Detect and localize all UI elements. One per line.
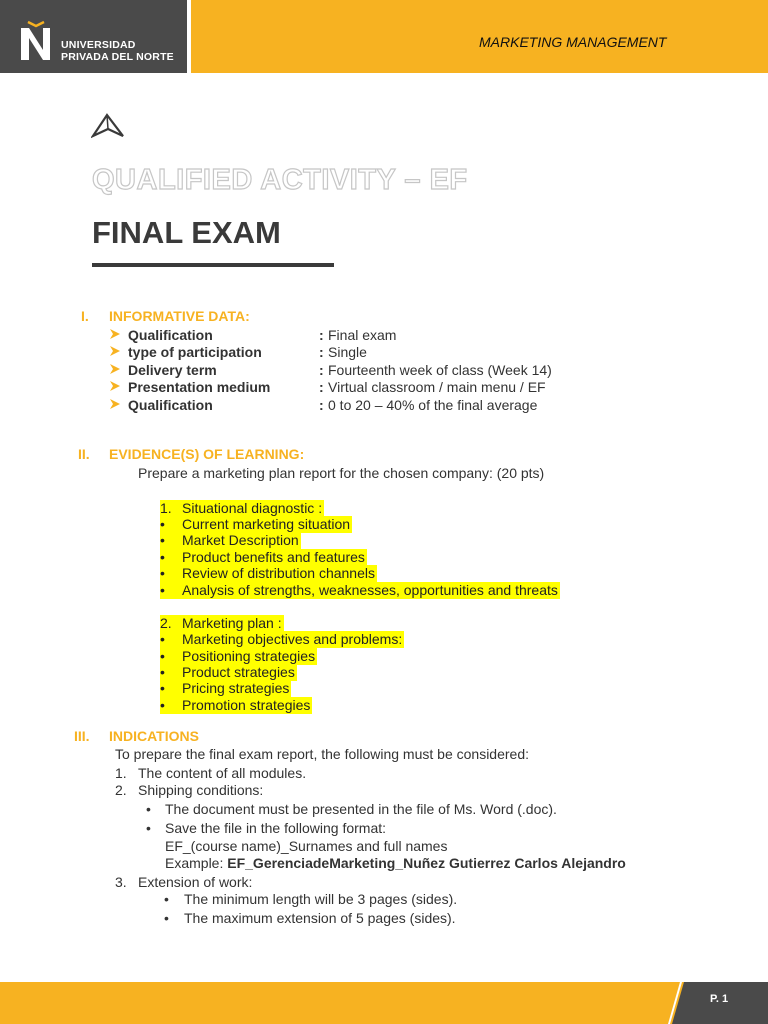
footer-band bbox=[0, 982, 768, 1024]
arrow-bullet-icon bbox=[109, 345, 121, 357]
section-3-title: INDICATIONS bbox=[109, 728, 199, 744]
indication-number: 3. bbox=[115, 874, 127, 890]
list-text: Review of distribution channels bbox=[182, 565, 375, 581]
page-title: FINAL EXAM bbox=[92, 215, 281, 250]
list-marker: • bbox=[160, 648, 182, 665]
page-header bbox=[0, 0, 768, 73]
arrow-bullet-icon bbox=[109, 328, 121, 340]
list-text: Current marketing situation bbox=[182, 516, 351, 532]
file-example bbox=[165, 855, 626, 871]
outline-title: QUALIFIED ACTIVITY – EF bbox=[92, 164, 468, 196]
info-value: Virtual classroom / main menu / EF bbox=[328, 379, 546, 395]
section-2-intro: Prepare a marketing plan report for the chosen company: (20 pts) bbox=[138, 465, 545, 481]
example-value: EF_GerenciadeMarketing_Nuñez Gutierrez Carlos Alejandro bbox=[227, 855, 626, 871]
info-value: Final exam bbox=[328, 327, 397, 343]
list-text: Marketing objectives and problems: bbox=[182, 631, 403, 647]
info-key: Delivery term bbox=[128, 362, 217, 378]
indication-number: 2. bbox=[115, 782, 127, 798]
info-colon: : bbox=[319, 397, 324, 413]
arrow-bullet-icon bbox=[109, 398, 121, 410]
list-marker: • bbox=[160, 631, 182, 648]
info-value: Single bbox=[328, 344, 367, 360]
bullet-dot: • bbox=[146, 820, 151, 836]
info-key: Qualification bbox=[128, 327, 213, 343]
file-format: EF_(course name)_Surnames and full names bbox=[165, 838, 448, 854]
list-text: Product strategies bbox=[182, 664, 295, 680]
list-text: Product benefits and features bbox=[182, 549, 365, 565]
list-marker: • bbox=[160, 549, 182, 566]
indication-bullet: The maximum extension of 5 pages (sides). bbox=[184, 910, 456, 926]
list-text: Pricing strategies bbox=[182, 680, 290, 696]
logo-text bbox=[61, 39, 174, 63]
indication-text: Shipping conditions: bbox=[138, 782, 264, 798]
info-colon: : bbox=[319, 379, 324, 395]
list-text: Promotion strategies bbox=[182, 697, 311, 713]
list-text: Positioning strategies bbox=[182, 648, 316, 664]
info-key: type of participation bbox=[128, 344, 262, 360]
section-3-intro: To prepare the final exam report, the following must be considered: bbox=[115, 746, 530, 762]
page-footer bbox=[0, 982, 768, 1024]
info-colon: : bbox=[319, 344, 324, 360]
indication-bullet: Save the file in the following format: bbox=[165, 820, 387, 836]
list-marker: 2. bbox=[160, 615, 182, 632]
list-marker: 1. bbox=[160, 500, 182, 517]
list-marker: • bbox=[160, 697, 182, 714]
bullet-dot: • bbox=[164, 910, 169, 926]
logo-n-icon bbox=[18, 20, 54, 62]
list-text: Marketing plan : bbox=[182, 615, 282, 631]
section-1-title: INFORMATIVE DATA: bbox=[109, 308, 250, 324]
info-value: 0 to 20 – 40% of the final average bbox=[328, 397, 538, 413]
info-key: Presentation medium bbox=[128, 379, 271, 395]
indication-bullet: The minimum length will be 3 pages (sides). bbox=[184, 891, 458, 907]
list-text: Analysis of strengths, weaknesses, opportunities and threats bbox=[182, 582, 558, 598]
bullet-dot: • bbox=[164, 891, 169, 907]
logo-line-2: PRIVADA DEL NORTE bbox=[61, 51, 174, 63]
page-number: P. 1 bbox=[710, 993, 729, 1005]
navigation-arrow-icon bbox=[91, 113, 125, 139]
list-marker: • bbox=[160, 582, 182, 599]
indication-number: 1. bbox=[115, 765, 127, 781]
arrow-bullet-icon bbox=[109, 380, 121, 392]
bullet-dot: • bbox=[146, 801, 151, 817]
info-value: Fourteenth week of class (Week 14) bbox=[328, 362, 552, 378]
section-3-number: III. bbox=[74, 728, 90, 744]
university-logo bbox=[0, 0, 187, 73]
arrow-bullet-icon bbox=[109, 363, 121, 375]
list-marker: • bbox=[160, 516, 182, 533]
list-marker: • bbox=[160, 664, 182, 681]
list-marker: • bbox=[160, 532, 182, 549]
info-colon: : bbox=[319, 362, 324, 378]
list-marker: • bbox=[160, 680, 182, 697]
section-2-number: II. bbox=[78, 446, 90, 462]
list-text: Market Description bbox=[182, 532, 299, 548]
logo-line-1: UNIVERSIDAD bbox=[61, 39, 136, 51]
section-2-title: EVIDENCE(S) OF LEARNING: bbox=[109, 446, 305, 462]
title-underline bbox=[92, 263, 334, 267]
list-marker: • bbox=[160, 565, 182, 582]
info-colon: : bbox=[319, 327, 324, 343]
indication-text: Extension of work: bbox=[138, 874, 253, 890]
indication-bullet: The document must be presented in the file of Ms. Word (.doc). bbox=[165, 801, 557, 817]
indication-text: The content of all modules. bbox=[138, 765, 307, 781]
section-1-number: I. bbox=[81, 308, 89, 324]
course-title: MARKETING MANAGEMENT bbox=[479, 34, 667, 50]
list-text: Situational diagnostic : bbox=[182, 500, 323, 516]
info-key: Qualification bbox=[128, 397, 213, 413]
example-label: Example: bbox=[165, 855, 228, 871]
